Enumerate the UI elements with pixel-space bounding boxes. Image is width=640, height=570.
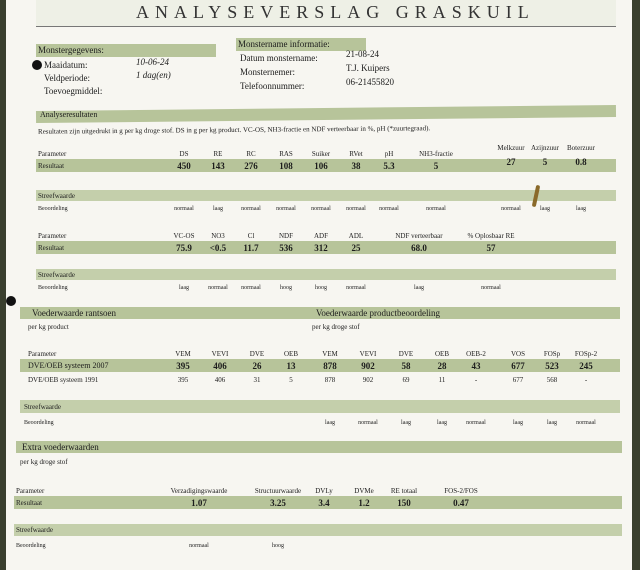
- voeder-left-v1: 26: [252, 361, 262, 371]
- extra-col-beoord: normaal: [189, 543, 209, 549]
- voeder-right-beoord: normaal: [358, 420, 378, 426]
- datum-monstername-label: Datum monstername:: [240, 53, 318, 63]
- voeder-right-v1: 58: [401, 361, 411, 371]
- voeder-right-v1: 677: [511, 361, 525, 371]
- b1-col-name: RC: [246, 150, 256, 158]
- b2-col-value: 11.7: [243, 243, 259, 253]
- voeder-sub-right: per kg droge stof: [312, 323, 360, 331]
- voeder-left-v2: 31: [253, 376, 261, 384]
- b1-col-beoord: normaal: [241, 206, 261, 212]
- b2-col-beoord: normaal: [481, 285, 501, 291]
- maaidatum-label: Maaidatum:: [44, 60, 88, 70]
- voeder-right-v1: 28: [437, 361, 447, 371]
- voeder-left-v2: 406: [214, 376, 226, 384]
- voeder-right-v1: 523: [545, 361, 559, 371]
- analyse-header-band: [36, 105, 616, 123]
- voeder-right-v2: 878: [324, 376, 336, 384]
- voeder-right-name: FOSp: [543, 350, 561, 358]
- veldperiode-value: 1 dag(en): [136, 70, 171, 80]
- voeder-left-name: VEM: [175, 350, 191, 358]
- extra-col-beoord: hoog: [272, 543, 284, 549]
- voeder-right-name: OEB: [435, 350, 449, 358]
- extra-col-name: Structuurwaarde: [254, 487, 302, 495]
- b2-beoord-label: Beoordeling: [38, 285, 68, 291]
- b2-col-beoord: hoog: [315, 285, 327, 291]
- b2-col-value: 57: [486, 243, 496, 253]
- b2-col-value: 312: [314, 243, 328, 253]
- b2-col-value: 25: [351, 243, 361, 253]
- b1-col-name: Suiker: [311, 150, 331, 158]
- voeder-right-v2: 902: [362, 376, 374, 384]
- voeder-right-beoord: laag: [401, 420, 411, 426]
- b1-col-beoord: normaal: [174, 206, 194, 212]
- b1-col-value: 106: [314, 161, 328, 171]
- b1-col-value: 450: [177, 161, 191, 171]
- extra-col-value: 3.25: [270, 498, 286, 508]
- extra-header-band: [16, 441, 622, 453]
- extra-col-name: DVLy: [315, 487, 333, 495]
- b1-col-value: 38: [351, 161, 361, 171]
- voeder-right-v2: 11: [438, 376, 446, 384]
- b1-col-value: 143: [211, 161, 225, 171]
- b1-col-value: 5: [542, 157, 548, 167]
- voeder-right-v2: 69: [402, 376, 410, 384]
- b2-col-name: % Oplosbaar RE: [467, 232, 515, 240]
- b1-col-beoord: laag: [540, 206, 550, 212]
- b2-col-name: VC-OS: [173, 232, 195, 240]
- b2-col-name: ADL: [348, 232, 364, 240]
- telefoon-value: 06-21455820: [346, 77, 394, 87]
- voeder-header-right: Voederwaarde productbeoordeling: [316, 308, 441, 318]
- voeder-right-name: VEM: [322, 350, 338, 358]
- voeder-left-name: VEVI: [211, 350, 229, 358]
- voeder-right-name: VOS: [510, 350, 525, 358]
- extra-col-value: 3.4: [318, 498, 330, 508]
- voeder-param-label: Parameter: [28, 350, 57, 358]
- voeder-header-left: Voederwaarde rantsoen: [32, 308, 117, 318]
- b1-col-value: 5.3: [383, 161, 395, 171]
- voeder-right-name: OEB-2: [466, 350, 486, 358]
- b2-col-beoord: hoog: [280, 285, 292, 291]
- voeder-left-name: OEB: [284, 350, 298, 358]
- b1-col-beoord: normaal: [346, 206, 366, 212]
- b2-col-beoord: normaal: [241, 285, 261, 291]
- voeder-right-v2: 677: [512, 376, 524, 384]
- b2-col-beoord: laag: [179, 285, 189, 291]
- voeder-left-v1: 395: [176, 361, 190, 371]
- voeder-right-v2: -: [584, 376, 588, 384]
- b1-col-name: RE: [213, 150, 223, 158]
- b1-streef-band: [36, 190, 616, 201]
- b1-col-beoord: normaal: [311, 206, 331, 212]
- b1-col-value: 108: [279, 161, 293, 171]
- punch-hole-2: [6, 296, 16, 306]
- extra-streef-label: Streefwaarde: [16, 526, 53, 534]
- extra-col-name: RE totaal: [390, 487, 418, 495]
- extra-col-value: 1.07: [191, 498, 207, 508]
- voeder-right-v1: 43: [471, 361, 481, 371]
- toevoegmiddel-label: Toevoegmiddel:: [44, 86, 103, 96]
- report-sheet: [6, 0, 632, 570]
- b1-result-label: Resultaat: [38, 162, 65, 170]
- monstername-header: Monstername informatie:: [238, 39, 330, 49]
- b2-col-beoord: laag: [414, 285, 424, 291]
- monster-header: Monstergegevens:: [38, 45, 104, 55]
- b1-col-beoord: laag: [213, 206, 223, 212]
- extra-streef-band: [14, 524, 622, 536]
- voeder-right-v1: 902: [361, 361, 375, 371]
- b1-col-name: pH: [384, 150, 394, 158]
- b1-col-name: Azijnzuur: [531, 144, 559, 152]
- b1-param-label: Parameter: [38, 150, 67, 158]
- voeder-right-beoord: laag: [325, 420, 335, 426]
- b1-col-name: Boterzuur: [567, 144, 595, 152]
- datum-monstername-value: 21-08-24: [346, 49, 379, 59]
- analyse-header: Analyseresultaten: [40, 110, 98, 119]
- monsternemer-value: T.J. Kuipers: [346, 63, 390, 73]
- voeder-streef-label: Streefwaarde: [24, 403, 61, 411]
- extra-beoord-label: Beoordeling: [16, 543, 46, 549]
- voeder-left-name: DVE: [249, 350, 265, 358]
- extra-col-name: FOS-2/FOS: [444, 487, 478, 495]
- voeder-right-beoord: laag: [513, 420, 523, 426]
- voeder-row2-label: DVE/OEB systeem 1991: [28, 376, 99, 384]
- voeder-left-v2: 395: [177, 376, 189, 384]
- veldperiode-label: Veldperiode:: [44, 73, 90, 83]
- maaidatum-value: 10-06-24: [136, 57, 169, 67]
- punch-hole: [32, 60, 42, 70]
- b1-streef-label: Streefwaarde: [38, 192, 75, 200]
- b1-col-value: 0.8: [575, 157, 587, 167]
- voeder-beoord-label: Beoordeling: [24, 420, 54, 426]
- analyse-note: Resultaten zijn uitgedrukt in g per kg droge stof. DS in g per kg product. VC-OS, NH3-fractie en NDF verteerbaar in %, pH (*zuurtegraad).: [37, 124, 431, 136]
- extra-header: Extra voederwaarden: [22, 442, 99, 452]
- b2-col-beoord: normaal: [346, 285, 366, 291]
- voeder-right-beoord: normaal: [576, 420, 596, 426]
- voeder-right-name: DVE: [398, 350, 414, 358]
- b1-col-name: Melkzuur: [497, 144, 525, 152]
- voeder-right-name: FOSp-2: [574, 350, 598, 358]
- b1-col-beoord: normaal: [501, 206, 521, 212]
- extra-col-value: 150: [397, 498, 411, 508]
- b1-col-name: RAS: [279, 150, 293, 158]
- voeder-right-v1: 245: [579, 361, 593, 371]
- b2-streef-band: [36, 269, 616, 280]
- voeder-left-v1: 406: [213, 361, 227, 371]
- b2-col-beoord: normaal: [208, 285, 228, 291]
- voeder-right-v2: 568: [546, 376, 558, 384]
- b2-col-value: 68.0: [411, 243, 427, 253]
- extra-result-label: Resultaat: [16, 499, 43, 507]
- extra-sub: per kg droge stof: [20, 458, 68, 466]
- b2-col-name: NDF verteerbaar: [395, 232, 443, 240]
- extra-param-label: Parameter: [16, 487, 45, 495]
- b1-col-value: 5: [433, 161, 439, 171]
- b2-result-label: Resultaat: [38, 244, 65, 252]
- extra-col-value: 0.47: [453, 498, 469, 508]
- extra-col-name: DVMe: [354, 487, 374, 495]
- voeder-right-beoord: normaal: [466, 420, 486, 426]
- b1-col-value: 276: [244, 161, 258, 171]
- b1-col-value: 27: [506, 157, 516, 167]
- voeder-streef-band: [20, 400, 620, 413]
- extra-col-name: Verzadigingswaarde: [170, 487, 228, 495]
- b2-col-value: <0.5: [209, 243, 227, 253]
- voeder-sub-left: per kg product: [28, 323, 69, 331]
- voeder-right-v2: -: [474, 376, 478, 384]
- b2-streef-label: Streefwaarde: [38, 271, 75, 279]
- telefoon-label: Telefoonnummer:: [240, 81, 305, 91]
- b2-col-value: 536: [279, 243, 293, 253]
- b1-col-beoord: normaal: [379, 206, 399, 212]
- extra-col-value: 1.2: [358, 498, 370, 508]
- b2-col-name: ADF: [313, 232, 328, 240]
- b2-col-name: NO3: [211, 232, 225, 240]
- voeder-left-v1: 13: [286, 361, 296, 371]
- b1-col-name: DS: [179, 150, 189, 158]
- voeder-right-beoord: laag: [437, 420, 447, 426]
- b1-beoord-label: Beoordeling: [38, 206, 68, 212]
- b1-col-name: RVet: [349, 150, 363, 158]
- voeder-right-name: VEVI: [359, 350, 377, 358]
- b2-param-label: Parameter: [38, 232, 67, 240]
- b1-col-beoord: laag: [576, 206, 586, 212]
- voeder-right-v1: 878: [323, 361, 337, 371]
- b1-col-beoord: normaal: [426, 206, 446, 212]
- monsternemer-label: Monsternemer:: [240, 67, 295, 77]
- page-title: ANALYSEVERSLAG GRASKUIL: [136, 2, 535, 22]
- b2-col-name: NDF: [278, 232, 293, 240]
- title-underline: [36, 26, 616, 27]
- voeder-left-v2: 5: [289, 376, 293, 384]
- voeder-right-beoord: laag: [547, 420, 557, 426]
- b2-col-name: Cl: [247, 232, 255, 240]
- voeder-row1-label: DVE/OEB systeem 2007: [28, 361, 109, 370]
- b1-col-name: NH3-fractie: [419, 150, 453, 158]
- b1-col-beoord: normaal: [276, 206, 296, 212]
- b2-col-value: 75.9: [176, 243, 192, 253]
